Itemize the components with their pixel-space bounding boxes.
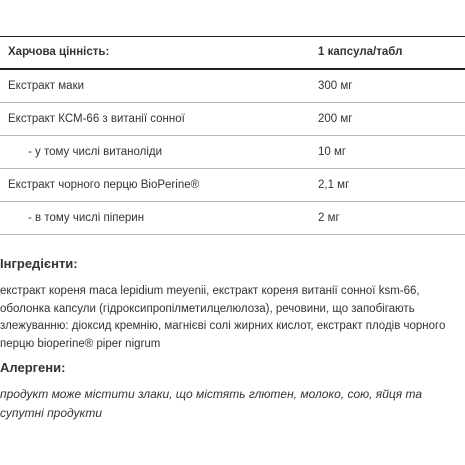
table-row-piperine (0, 202, 465, 235)
ingredient-amount: 10 мг (318, 146, 347, 158)
ingredient-name: Екстракт чорного перцю BioPerine® (8, 179, 200, 191)
ingredients-text: екстракт кореня maca lepidium meyenii, екстракт кореня витанії сонної ksm-66, оболонка капсули (гідроксипропілметилцелюлоза), речовини, що запобігають злежуванню: діоксид кремнію, магнієві солі жирних кислот, екстракт плодів чорного перцю bioperine® piper nigrum (0, 285, 446, 350)
table-row-ksm66 (0, 103, 465, 136)
ingredient-name: - в тому числі піперин (28, 212, 145, 224)
ingredients-heading: Інгредієнти: (0, 256, 78, 271)
allergens-heading: Алергени: (0, 360, 66, 375)
ingredient-name: - у тому числі витаноліди (28, 146, 163, 158)
nutrition-header-serving: 1 капсула/табл (318, 46, 403, 58)
ingredient-amount: 200 мг (318, 113, 353, 125)
ingredient-amount: 2,1 мг (318, 179, 350, 191)
nutrition-table (0, 36, 465, 235)
ingredient-name: Екстракт КСМ-66 з витанії сонної (8, 113, 185, 125)
table-row-withanolides (0, 136, 465, 169)
ingredient-amount: 300 мг (318, 80, 353, 92)
ingredient-name: Екстракт маки (8, 80, 85, 92)
table-row-maca (0, 70, 465, 103)
ingredient-amount: 2 мг (318, 212, 340, 224)
nutrition-header-label: Харчова цінність: (8, 46, 110, 58)
nutrition-table-header (0, 37, 465, 70)
table-row-bioperine (0, 169, 465, 202)
allergens-text: продукт може містити злаки, що містять глютен, молоко, сою, яйця та супутні продукти (0, 387, 423, 420)
